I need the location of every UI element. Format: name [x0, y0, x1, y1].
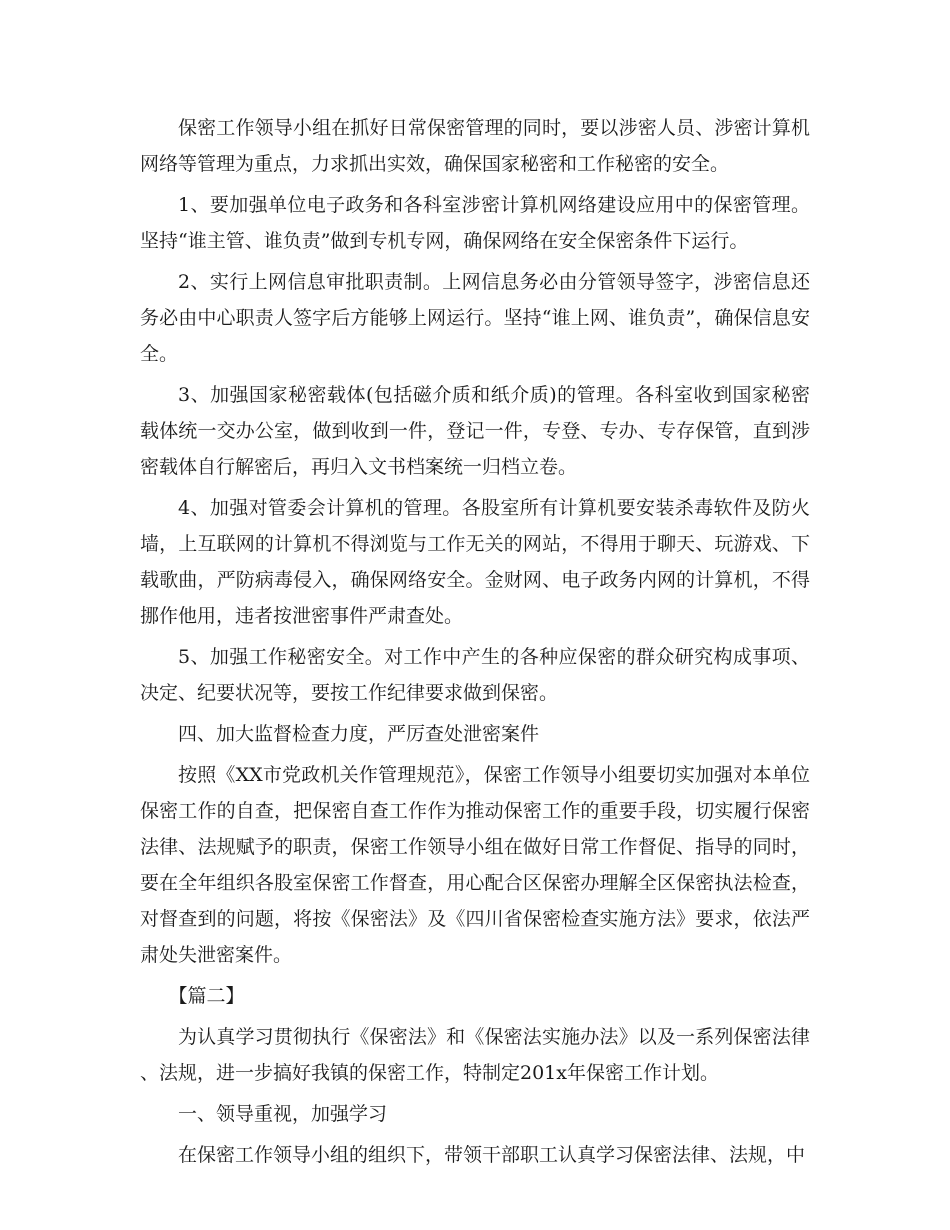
document-body — [140, 110, 810, 1178]
paragraph-item-2: 2、实行上网信息审批职责制。上网信息务必由分管领导签字，涉密信息还务必由中心职责人签字后方能够上网运行。坚持“谁上网、谁负责”，确保信息安全。 — [140, 271, 810, 365]
paragraph-item-1: 1、要加强单位电子政务和各科室涉密计算机网络建设应用中的保密管理。坚持“谁主管、谁负责”做到专机专网，确保网络在安全保密条件下运行。 — [140, 194, 810, 252]
section-heading-1: 一、领导重视，加强学习 — [178, 1103, 388, 1125]
paragraph-item-5: 5、加强工作秘密安全。对工作中产生的各种应保密的群众研究构成事项、决定、纪要状况等，要按工作纪律要求做到保密。 — [140, 646, 810, 704]
section-heading-4: 四、加大监督检查力度，严厉查处泄密案件 — [178, 723, 540, 745]
part-two-heading: 【篇二】 — [168, 985, 245, 1007]
paragraph-study: 在保密工作领导小组的组织下，带领干部职工认真学习保密法律、法规，中 — [178, 1144, 806, 1166]
paragraph-item-4: 4、加强对管委会计算机的管理。各股室所有计算机要安装杀毒软件及防火墙，上互联网的计算机不得浏览与工作无关的网站，不得用于聊天、玩游戏、下载歌曲，严防病毒侵入，确保网络安全。金财网、电子政务内网的计算机，不得挪作他用，违者按泄密事件严肃查处。 — [140, 497, 810, 627]
paragraph-plan-intro: 为认真学习贯彻执行《保密法》和《保密法实施办法》以及一系列保密法律、法规，进一步搞好我镇的保密工作，特制定201x年保密工作计划。 — [140, 1026, 810, 1084]
paragraph-inspection: 按照《XX市党政机关作管理规范》，保密工作领导小组要切实加强对本单位保密工作的自查，把保密自查工作作为推动保密工作的重要手段，切实履行保密法律、法规赋予的职责，保密工作领导小组在做好日常工作督促、指导的同时，要在全年组织各股室保密工作督查，用心配合区保密办理解全区保密执法检查，对督查到的问题，将按《保密法》及《四川省保密检查实施方法》要求，依法严肃处失泄密案件。 — [140, 764, 810, 966]
paragraph-intro: 保密工作领导小组在抓好日常保密管理的同时，要以涉密人员、涉密计算机网络等管理为重点，力求抓出实效，确保国家秘密和工作秘密的安全。 — [140, 117, 810, 175]
paragraph-item-3: 3、加强国家秘密载体(包括磁介质和纸介质)的管理。各科室收到国家秘密载体统一交办公室，做到收到一件，登记一件，专登、专办、专存保管，直到涉密载体自行解密后，再归入文书档案统一归档立卷。 — [140, 384, 810, 478]
